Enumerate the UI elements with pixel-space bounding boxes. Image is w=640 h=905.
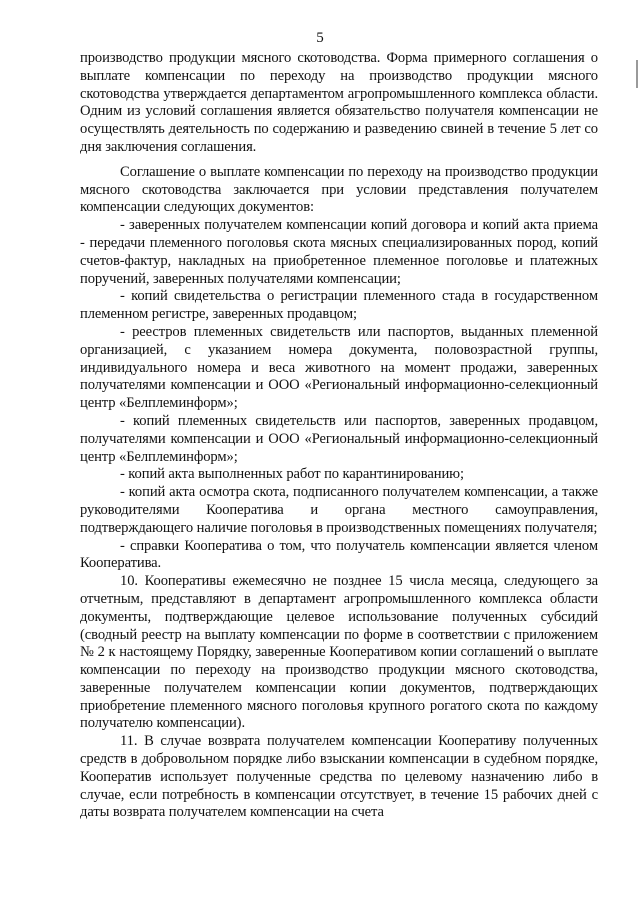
paragraph-continuation: производство продукции мясного скотоводства. Форма примерного соглашения о выплате компенсации по переходу на производство продукции мясного скотоводства утверждается департаментом агропромышленного комплекса области. Одним из условий соглашения является обязательство получателя компенсации не осуществлять деятельность по содержанию и разведению свиней в течение 5 лет со дня заключения соглашения. [80,50,598,155]
list-item-purchase-documents: - заверенных получателем компенсации копий договора и копий акта приема - передачи племенного поголовья скота мясных специализированных пород, копий счетов-фактур, накладных на приобретенное племенное поголовье и платежных поручений, заверенных получателями компенсации; [80,217,598,287]
scan-edge-mark [636,60,638,88]
list-item-quarantine-act: - копий акта выполненных работ по карантинированию; [120,466,464,483]
document-body [80,50,598,822]
paragraph-item-10: 10. Кооперативы ежемесячно не позднее 15 числа месяца, следующего за отчетным, представляют в департамент агропромышленного комплекса области документы, подтверждающие целевое использование полученных субсидий (сводный реестр на выплату компенсации по форме в соответствии с приложением № 2 к настоящему Порядку, заверенные Кооперативом копии соглашений о выплате компенсации по переходу на производство продукции мясного скотоводства, заверенные получателем компенсации копии документов, подтверждающих приобретение племенного мясного поголовья крупного рогатого скота по каждому получателю компенсации). [80,573,598,732]
page-number: 5 [316,30,324,46]
list-item-herd-registration: - копий свидетельства о регистрации племенного стада в государственном племенном регистре, заверенных продавцом; [80,288,598,323]
list-item-breeding-certificates: - копий племенных свидетельств или паспортов, заверенных продавцом, получателями компенсации и ООО «Региональный информационно-селекционный центр «Белплеминформ»; [80,412,598,465]
list-item-cooperative-certificate: - справки Кооператива о том, что получатель компенсации является членом Кооператива. [80,537,598,572]
list-item-inspection-act: - копий акта осмотра скота, подписанного получателем компенсации, а также руководителями Кооператива и органа местного самоуправления, подтверждающего наличие поголовья в производственных помещениях получателя; [80,484,598,536]
list-item-breeding-registers: - реестров племенных свидетельств или паспортов, выданных племенной организацией, с указанием номера документа, половозрастной группы, индивидуального номера и веса животного на момент продажи, заверенных получателями компенсации и ООО «Региональный информационно-селекционный центр «Белплеминформ»; [80,323,598,412]
paragraph-item-11: 11. В случае возврата получателем компенсации Кооперативу полученных средств в добровольном порядке либо взыскании компенсации в судебном порядке, Кооператив использует полученные средства по целевому назначению либо в случае, если потребность в компенсации отсутствует, в течение 15 рабочих дней с даты возврата получателем компенсации на счета [80,733,598,821]
paragraph-agreement-conditions: Соглашение о выплате компенсации по переходу на производство продукции мясного скотоводства заключается при условии представления получателем компенсации следующих документов: [80,163,598,216]
